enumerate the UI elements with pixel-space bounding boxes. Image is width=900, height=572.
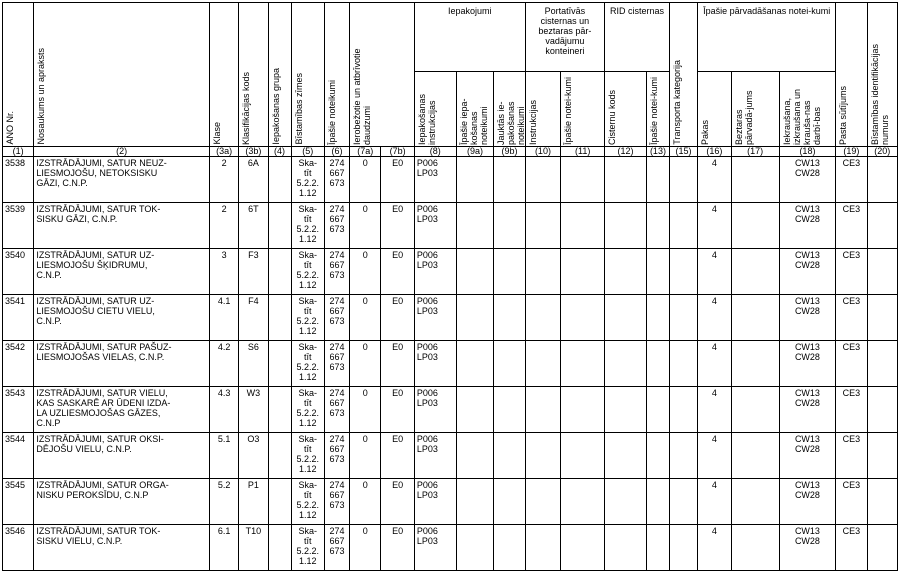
cell-d7b: E0 (381, 249, 414, 295)
cell-zimes: Ska- tīt 5.2.2. 1.12 (291, 249, 324, 295)
cell-c13 (646, 525, 669, 571)
cell-un: 3540 (3, 249, 34, 295)
cell-un: 3541 (3, 295, 34, 341)
cell-c15 (669, 433, 697, 479)
cell-un: 3542 (3, 341, 34, 387)
cell-klase: 6.1 (210, 525, 239, 571)
cell-iep: P006 LP03 (414, 249, 456, 295)
cell-c20 (867, 157, 897, 203)
header-cist-kods: Cisternu kods (605, 72, 647, 147)
cell-c18: CW13 CW28 (779, 295, 835, 341)
cell-zimes: Ska- tīt 5.2.2. 1.12 (291, 341, 324, 387)
cell-klase: 2 (210, 203, 239, 249)
header-rid-cist: RID cisternas (605, 3, 670, 72)
cell-noteik: 274 667 673 (324, 157, 349, 203)
cell-c12 (605, 249, 647, 295)
cell-c12 (605, 525, 647, 571)
table-row (3, 341, 898, 387)
cell-pakas: 4 (698, 387, 731, 433)
header-beztaras: Beztaras pārvadā-jums (731, 72, 779, 147)
cell-c20 (867, 341, 897, 387)
cell-c11 (561, 433, 605, 479)
cell-un: 3545 (3, 479, 34, 525)
cell-c20 (867, 295, 897, 341)
cell-d7b: E0 (381, 295, 414, 341)
table-row (3, 433, 898, 479)
cell-d7b: E0 (381, 525, 414, 571)
cell-pakas: 4 (698, 341, 731, 387)
cell-kods: S6 (239, 341, 268, 387)
cell-c15 (669, 157, 697, 203)
cell-c20 (867, 203, 897, 249)
col-num: (10) (525, 147, 561, 157)
cell-c9b (494, 525, 525, 571)
col-num: (11) (561, 147, 605, 157)
cell-name: IZSTRĀDĀJUMI, SATUR TOK- SISKU VIELU, C.N.P. (34, 525, 210, 571)
dangerous-goods-table (2, 2, 898, 571)
cell-zimes: Ska- tīt 5.2.2. 1.12 (291, 387, 324, 433)
col-num: (5) (291, 147, 324, 157)
cell-c11 (561, 157, 605, 203)
header-portat: Portatīvās cisternas un beztaras pār-vadājumu konteineri (525, 3, 604, 72)
col-num: (17) (731, 147, 779, 157)
cell-name: IZSTRĀDĀJUMI, SATUR ORGA- NISKU PEROKSĪDU, C.N.P (34, 479, 210, 525)
cell-c10 (525, 157, 561, 203)
header-iepakojumi: Iepakojumi (414, 3, 525, 72)
cell-c17 (731, 157, 779, 203)
cell-c12 (605, 203, 647, 249)
header-instrukcijas: Instrukcijas (525, 72, 561, 147)
cell-zimes: Ska- tīt 5.2.2. 1.12 (291, 433, 324, 479)
table-row (3, 157, 898, 203)
cell-c9b (494, 295, 525, 341)
header-ip-iep-not: Īpašie iepa-košanas noteikumi (456, 72, 494, 147)
header-name: Nosaukums un apraksts (34, 3, 210, 147)
cell-kods: F3 (239, 249, 268, 295)
cell-pasta: CE3 (836, 157, 867, 203)
cell-c17 (731, 525, 779, 571)
cell-c10 (525, 295, 561, 341)
cell-d7a: 0 (350, 525, 381, 571)
cell-c15 (669, 525, 697, 571)
cell-c15 (669, 203, 697, 249)
col-num: (19) (836, 147, 867, 157)
cell-pakas: 4 (698, 295, 731, 341)
cell-c18: CW13 CW28 (779, 341, 835, 387)
header-bist-id: Bīstamības identifikācijas numurs (867, 3, 897, 147)
cell-c15 (669, 295, 697, 341)
cell-un: 3538 (3, 157, 34, 203)
cell-c9a (456, 525, 494, 571)
cell-c18: CW13 CW28 (779, 249, 835, 295)
cell-d7b: E0 (381, 433, 414, 479)
header-iep-instr: Iepakošanas instrukcijas (414, 72, 456, 147)
cell-c9b (494, 341, 525, 387)
cell-c18: CW13 CW28 (779, 479, 835, 525)
cell-c9b (494, 479, 525, 525)
cell-noteik: 274 667 673 (324, 525, 349, 571)
cell-pakas: 4 (698, 479, 731, 525)
cell-pasta: CE3 (836, 479, 867, 525)
cell-c17 (731, 433, 779, 479)
cell-d7a: 0 (350, 203, 381, 249)
cell-c13 (646, 387, 669, 433)
cell-d7a: 0 (350, 387, 381, 433)
col-num: (1) (3, 147, 34, 157)
cell-kods: F4 (239, 295, 268, 341)
cell-c20 (867, 479, 897, 525)
col-num: (7b) (381, 147, 414, 157)
header-un-nr: ANO Nr. (3, 3, 34, 147)
cell-c15 (669, 249, 697, 295)
cell-pasta: CE3 (836, 249, 867, 295)
cell-name: IZSTRĀDĀJUMI, SATUR UZ- LIESMOJOŠU CIETU VIELU, C.N.P. (34, 295, 210, 341)
cell-c20 (867, 433, 897, 479)
cell-klase: 2 (210, 157, 239, 203)
cell-c10 (525, 387, 561, 433)
table-row (3, 479, 898, 525)
cell-un: 3546 (3, 525, 34, 571)
col-num: (18) (779, 147, 835, 157)
cell-c13 (646, 341, 669, 387)
cell-un: 3539 (3, 203, 34, 249)
cell-zimes: Ska- tīt 5.2.2. 1.12 (291, 203, 324, 249)
cell-name: IZSTRĀDĀJUMI, SATUR OKSI- DĒJOŠU VIELU, C.N.P. (34, 433, 210, 479)
cell-pasta: CE3 (836, 433, 867, 479)
col-num: (8) (414, 147, 456, 157)
cell-kods: T10 (239, 525, 268, 571)
cell-iep: P006 LP03 (414, 479, 456, 525)
cell-grupa (268, 295, 291, 341)
cell-c10 (525, 341, 561, 387)
table-row (3, 203, 898, 249)
cell-noteik: 274 667 673 (324, 433, 349, 479)
cell-kods: O3 (239, 433, 268, 479)
col-num: (20) (867, 147, 897, 157)
cell-klase: 5.1 (210, 433, 239, 479)
header-bist-zimes: Bīstamības zīmes (291, 3, 324, 147)
col-num: (4) (268, 147, 291, 157)
cell-c9a (456, 341, 494, 387)
cell-c10 (525, 203, 561, 249)
cell-name: IZSTRĀDĀJUMI, SATUR TOK- SISKU GĀZI, C.N.P. (34, 203, 210, 249)
cell-pakas: 4 (698, 249, 731, 295)
cell-d7b: E0 (381, 157, 414, 203)
cell-grupa (268, 203, 291, 249)
cell-c17 (731, 249, 779, 295)
cell-pakas: 4 (698, 433, 731, 479)
cell-zimes: Ska- tīt 5.2.2. 1.12 (291, 157, 324, 203)
cell-c10 (525, 249, 561, 295)
table-row (3, 249, 898, 295)
cell-klase: 4.1 (210, 295, 239, 341)
cell-iep: P006 LP03 (414, 203, 456, 249)
cell-c18: CW13 CW28 (779, 525, 835, 571)
cell-grupa (268, 433, 291, 479)
cell-c17 (731, 295, 779, 341)
cell-iep: P006 LP03 (414, 433, 456, 479)
cell-pakas: 4 (698, 525, 731, 571)
header-ip-noteik: Īpašie noteikumi (324, 3, 349, 147)
cell-grupa (268, 341, 291, 387)
col-num: (12) (605, 147, 647, 157)
cell-name: IZSTRĀDĀJUMI, SATUR VIELU, KAS SASKARĒ AR ŪDENI IZDA- LA UZLIESMOJOŠAS GĀZES, C.N.P (34, 387, 210, 433)
cell-c18: CW13 CW28 (779, 387, 835, 433)
cell-kods: 6T (239, 203, 268, 249)
cell-c13 (646, 433, 669, 479)
cell-c11 (561, 203, 605, 249)
cell-c9b (494, 249, 525, 295)
cell-iep: P006 LP03 (414, 387, 456, 433)
cell-klase: 5.2 (210, 479, 239, 525)
cell-pasta: CE3 (836, 387, 867, 433)
cell-d7a: 0 (350, 479, 381, 525)
cell-c15 (669, 479, 697, 525)
cell-d7a: 0 (350, 157, 381, 203)
cell-c10 (525, 525, 561, 571)
col-num: (6) (324, 147, 349, 157)
cell-zimes: Ska- tīt 5.2.2. 1.12 (291, 295, 324, 341)
cell-c13 (646, 295, 669, 341)
cell-c12 (605, 433, 647, 479)
cell-iep: P006 LP03 (414, 525, 456, 571)
cell-klase: 4.3 (210, 387, 239, 433)
cell-c17 (731, 387, 779, 433)
cell-c9b (494, 157, 525, 203)
cell-c20 (867, 387, 897, 433)
cell-pasta: CE3 (836, 295, 867, 341)
header-ier-daudz: Ierobežotie un atbrīvotie daudzumi (350, 3, 415, 147)
header-pasta: Pasta sūtījums (836, 3, 867, 147)
table-row (3, 525, 898, 571)
cell-d7a: 0 (350, 249, 381, 295)
cell-c9a (456, 479, 494, 525)
col-num: (3a) (210, 147, 239, 157)
cell-iep: P006 LP03 (414, 157, 456, 203)
cell-grupa (268, 249, 291, 295)
header-ip-parv: Īpašie pārvadāšanas notei-kumi (698, 3, 836, 72)
cell-c11 (561, 295, 605, 341)
cell-c11 (561, 479, 605, 525)
header-transp-kat: Transporta kategorija (669, 3, 697, 147)
cell-c12 (605, 341, 647, 387)
cell-c10 (525, 433, 561, 479)
cell-d7b: E0 (381, 203, 414, 249)
table-row (3, 387, 898, 433)
header-jauktas: Jauktās ie-pakošanas noteikumi (494, 72, 525, 147)
header-ip-notei-kumi: Īpašie notei-kumi (561, 72, 605, 147)
cell-c12 (605, 157, 647, 203)
cell-kods: 6A (239, 157, 268, 203)
cell-c18: CW13 CW28 (779, 203, 835, 249)
cell-c10 (525, 479, 561, 525)
header-iekrausana: Iekraušana, izkraušana un krauša-nas darbī-bas (779, 72, 835, 147)
col-num: (2) (34, 147, 210, 157)
col-num: (3b) (239, 147, 268, 157)
cell-noteik: 274 667 673 (324, 295, 349, 341)
cell-c9b (494, 387, 525, 433)
cell-c9a (456, 249, 494, 295)
col-num: (13) (646, 147, 669, 157)
cell-c9a (456, 157, 494, 203)
cell-name: IZSTRĀDĀJUMI, SATUR UZ- LIESMOJOŠU ŠĶIDRUMU, C.N.P. (34, 249, 210, 295)
cell-c11 (561, 525, 605, 571)
cell-zimes: Ska- tīt 5.2.2. 1.12 (291, 479, 324, 525)
cell-c9b (494, 203, 525, 249)
cell-noteik: 274 667 673 (324, 203, 349, 249)
col-num: (9a) (456, 147, 494, 157)
cell-c9a (456, 387, 494, 433)
header-ip-notei-kumi-2: Īpašie notei-kumi (646, 72, 669, 147)
table-body (3, 157, 898, 571)
cell-name: IZSTRĀDĀJUMI, SATUR PAŠUZ- LIESMOJOŠAS VIELAS, C.N.P. (34, 341, 210, 387)
cell-c20 (867, 249, 897, 295)
cell-c9a (456, 203, 494, 249)
cell-grupa (268, 479, 291, 525)
cell-pakas: 4 (698, 157, 731, 203)
cell-c18: CW13 CW28 (779, 157, 835, 203)
cell-c12 (605, 387, 647, 433)
cell-grupa (268, 525, 291, 571)
col-num: (15) (669, 147, 697, 157)
cell-c18: CW13 CW28 (779, 433, 835, 479)
col-num: (16) (698, 147, 731, 157)
cell-d7b: E0 (381, 387, 414, 433)
cell-kods: P1 (239, 479, 268, 525)
cell-c11 (561, 387, 605, 433)
cell-d7a: 0 (350, 433, 381, 479)
cell-c20 (867, 525, 897, 571)
cell-klase: 3 (210, 249, 239, 295)
table-row (3, 295, 898, 341)
header-klase: Klase (210, 3, 239, 147)
cell-name: IZSTRĀDĀJUMI, SATUR NEUZ- LIESMOJOŠU, NETOKSISKU GĀZI, C.N.P. (34, 157, 210, 203)
cell-grupa (268, 387, 291, 433)
cell-pasta: CE3 (836, 203, 867, 249)
cell-c13 (646, 249, 669, 295)
cell-c11 (561, 341, 605, 387)
cell-c17 (731, 203, 779, 249)
cell-d7b: E0 (381, 341, 414, 387)
cell-un: 3544 (3, 433, 34, 479)
cell-c17 (731, 341, 779, 387)
cell-klase: 4.2 (210, 341, 239, 387)
cell-c9b (494, 433, 525, 479)
cell-iep: P006 LP03 (414, 295, 456, 341)
cell-iep: P006 LP03 (414, 341, 456, 387)
cell-zimes: Ska- tīt 5.2.2. 1.12 (291, 525, 324, 571)
cell-c13 (646, 157, 669, 203)
cell-kods: W3 (239, 387, 268, 433)
cell-c15 (669, 341, 697, 387)
cell-c11 (561, 249, 605, 295)
header-klas-kods: Klasifikācijas kods (239, 3, 268, 147)
cell-noteik: 274 667 673 (324, 341, 349, 387)
cell-noteik: 274 667 673 (324, 387, 349, 433)
cell-noteik: 274 667 673 (324, 479, 349, 525)
cell-d7a: 0 (350, 295, 381, 341)
cell-c17 (731, 479, 779, 525)
col-num: (9b) (494, 147, 525, 157)
cell-pasta: CE3 (836, 525, 867, 571)
cell-pasta: CE3 (836, 341, 867, 387)
header-pakas: Pakas (698, 72, 731, 147)
cell-d7b: E0 (381, 479, 414, 525)
cell-c9a (456, 433, 494, 479)
col-num: (7a) (350, 147, 381, 157)
cell-c15 (669, 387, 697, 433)
cell-c12 (605, 479, 647, 525)
header-iep-grupa: Iepakošanas grupa (268, 3, 291, 147)
cell-d7a: 0 (350, 341, 381, 387)
cell-c9a (456, 295, 494, 341)
cell-c13 (646, 479, 669, 525)
cell-grupa (268, 157, 291, 203)
cell-c13 (646, 203, 669, 249)
column-number-row (3, 147, 898, 157)
cell-pakas: 4 (698, 203, 731, 249)
cell-un: 3543 (3, 387, 34, 433)
cell-c12 (605, 295, 647, 341)
cell-noteik: 274 667 673 (324, 249, 349, 295)
